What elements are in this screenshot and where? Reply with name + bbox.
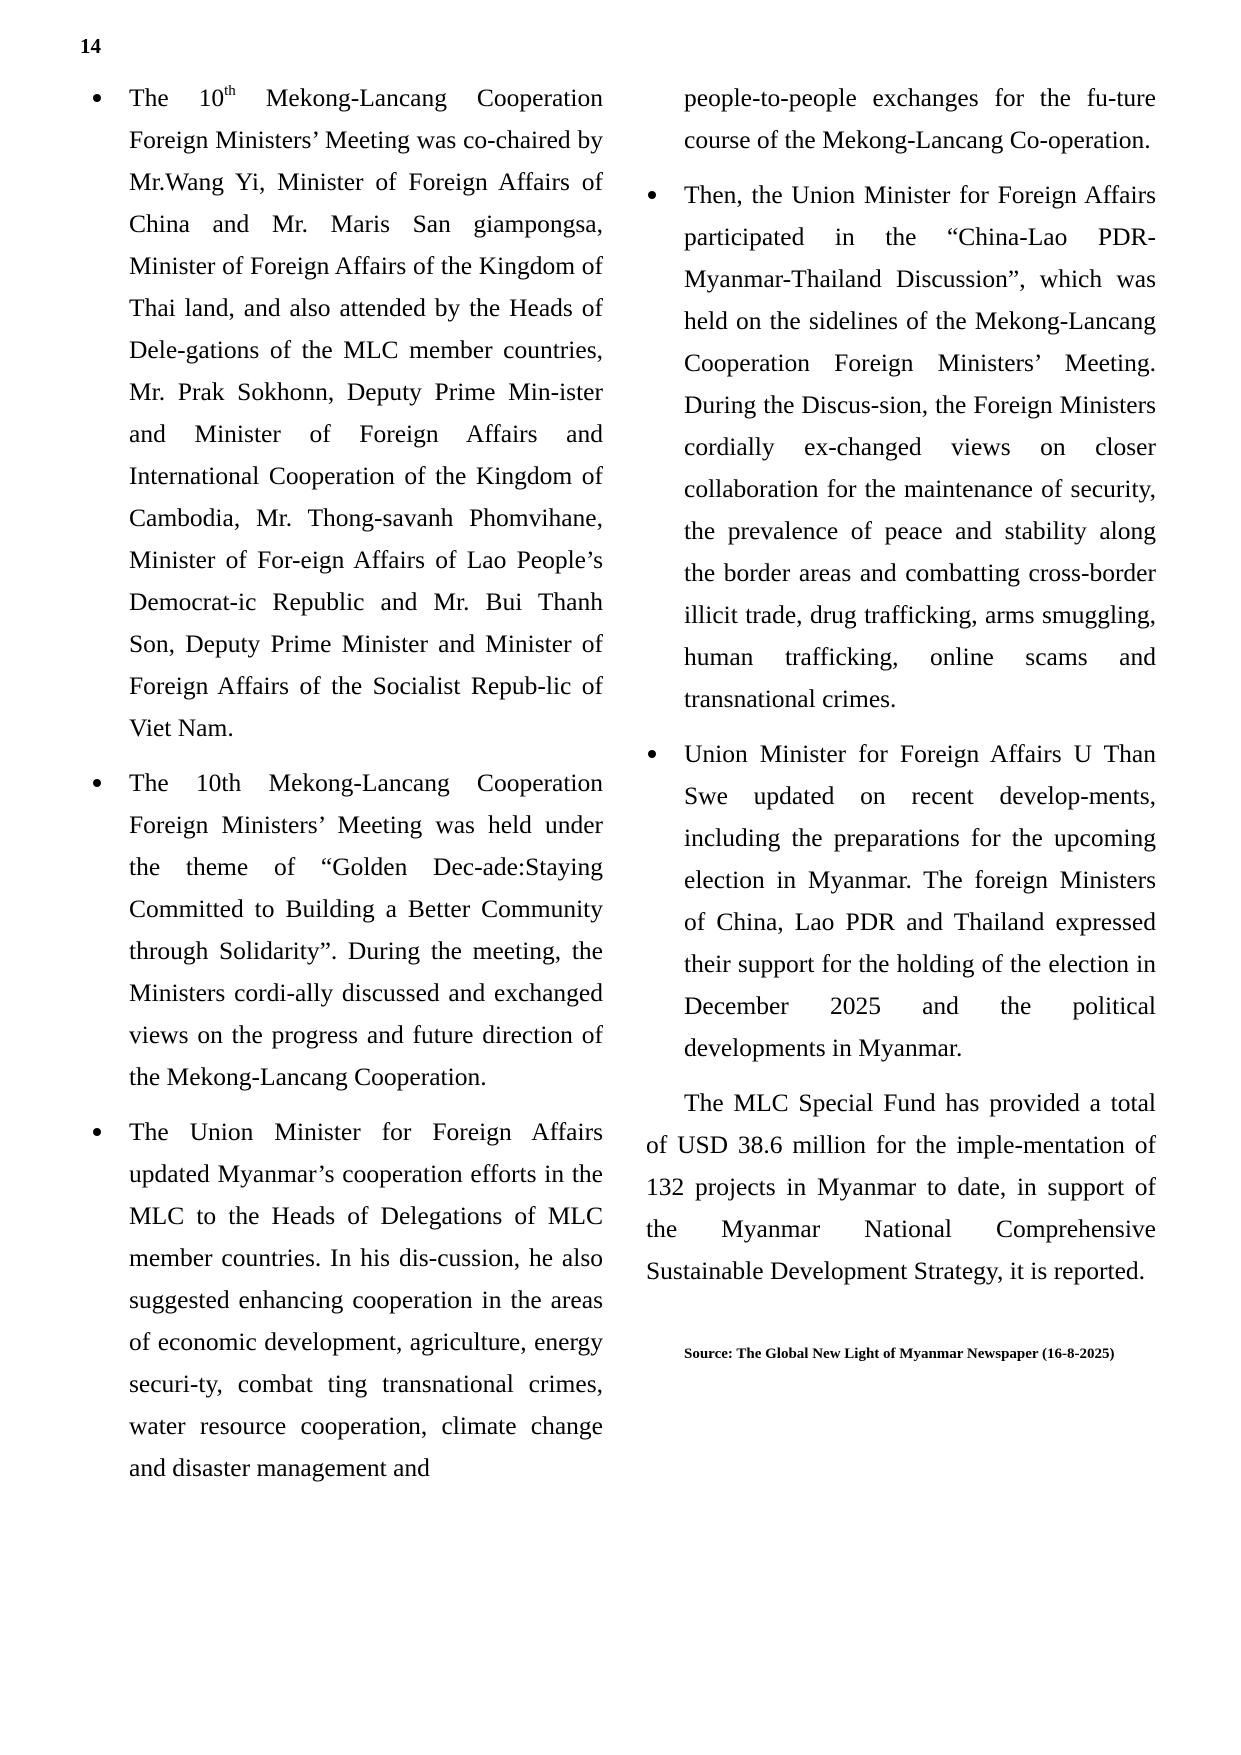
bullet-icon [93, 1128, 101, 1136]
bullet-list-right [684, 174, 1156, 1069]
page-number: 14 [80, 34, 101, 58]
bullet-icon [93, 779, 101, 787]
bullet-paragraph-meeting-theme: The 10th Mekong-Lancang Cooperation Foreign Ministers’ Meeting was held under the theme of “Golden Dec-ade:Staying Committed to Building a Better Community through Solidarity”. During the meeting, the Ministers cordi-ally discussed and exchanged views on the progress and future direction of the Mekong-Lancang Cooperation. [129, 768, 603, 1091]
bullet-paragraph-election-update: Union Minister for Foreign Affairs U Than Swe updated on recent develop-ments, including the preparations for the upcoming election in Myanmar. The foreign Ministers of China, Lao PDR and Thailand expressed their support for the holding of the election in December 2025 and the political developments in Myanmar. [684, 739, 1156, 1062]
bullet-icon [648, 191, 656, 199]
bullet-icon [648, 750, 656, 758]
bullet-text-lead: The 10 [129, 83, 225, 112]
continued-paragraph: people-to-people exchanges for the fu-ture course of the Mekong-Lancang Co-operation. [684, 83, 1156, 154]
bullet-paragraph-myanmar-efforts: The Union Minister for Foreign Affairs updated Myanmar’s cooperation efforts in the MLC to the Heads of Delegations of MLC member countries. In his dis-cussion, he also suggested enhancing cooperation in the areas of economic development, agriculture, energy securi-ty, combat ting transnational crimes, water resource cooperation, climate change and disaster management and [129, 1117, 603, 1482]
bullet-item [129, 77, 603, 749]
special-fund-paragraph: The MLC Special Fund has provided a total of USD 38.6 million for the imple-mentation of 132 projects in Myanmar to date, in support of the Myanmar National Comprehensive Sustainable Development Strategy, it is reported. [646, 1088, 1156, 1285]
bullet-paragraph-four-country-discussion: Then, the Union Minister for Foreign Affairs participated in the “China-Lao PDR-Myanmar-Thailand Discussion”, which was held on the sidelines of the Mekong-Lancang Cooperation Foreign Ministers’ Meeting. During the Discus-sion, the Foreign Ministers cordially ex-changed views on closer collaboration for the maintenance of security, the prevalence of peace and stability along the border areas and combatting cross-border illicit trade, drug trafficking, arms smuggling, human trafficking, online scams and transnational crimes. [684, 180, 1156, 713]
bullet-list-left [129, 77, 603, 1489]
bullet-item [684, 174, 1156, 720]
bullet-item [684, 733, 1156, 1069]
bullet-item [129, 1111, 603, 1489]
bullet-text-body: Mekong-Lancang Cooperation Foreign Ministers’ Meeting was co-chaired by Mr.Wang Yi, Minister of Foreign Affairs of China and Mr. Maris San giampongsa, Minister of Foreign Affairs of the Kingdom of Thai land, and also attended by the Heads of Dele-gations of the MLC member countries, Mr. Prak Sokhonn, Deputy Prime Min-ister and Minister of Foreign Affairs and International Cooperation of the Kingdom of Cambodia, Mr. Thong-savanh Phomvihane, Minister of For-eign Affairs of Lao People’s Democrat-ic Republic and Mr. Bui Thanh Son, Deputy Prime Minister and Minister of Foreign Affairs of the Socialist Repub-lic of Viet Nam. [129, 83, 603, 742]
bullet-icon [93, 94, 101, 102]
source-citation: Source: The Global New Light of Myanmar Newspaper (16-8-2025) [684, 1346, 1115, 1362]
right-column [646, 77, 1156, 1364]
bullet-item [129, 762, 603, 1098]
ordinal-superscript: th [224, 83, 236, 99]
bullet-paragraph-meeting-cochairs [129, 77, 603, 749]
left-column [129, 77, 603, 1502]
